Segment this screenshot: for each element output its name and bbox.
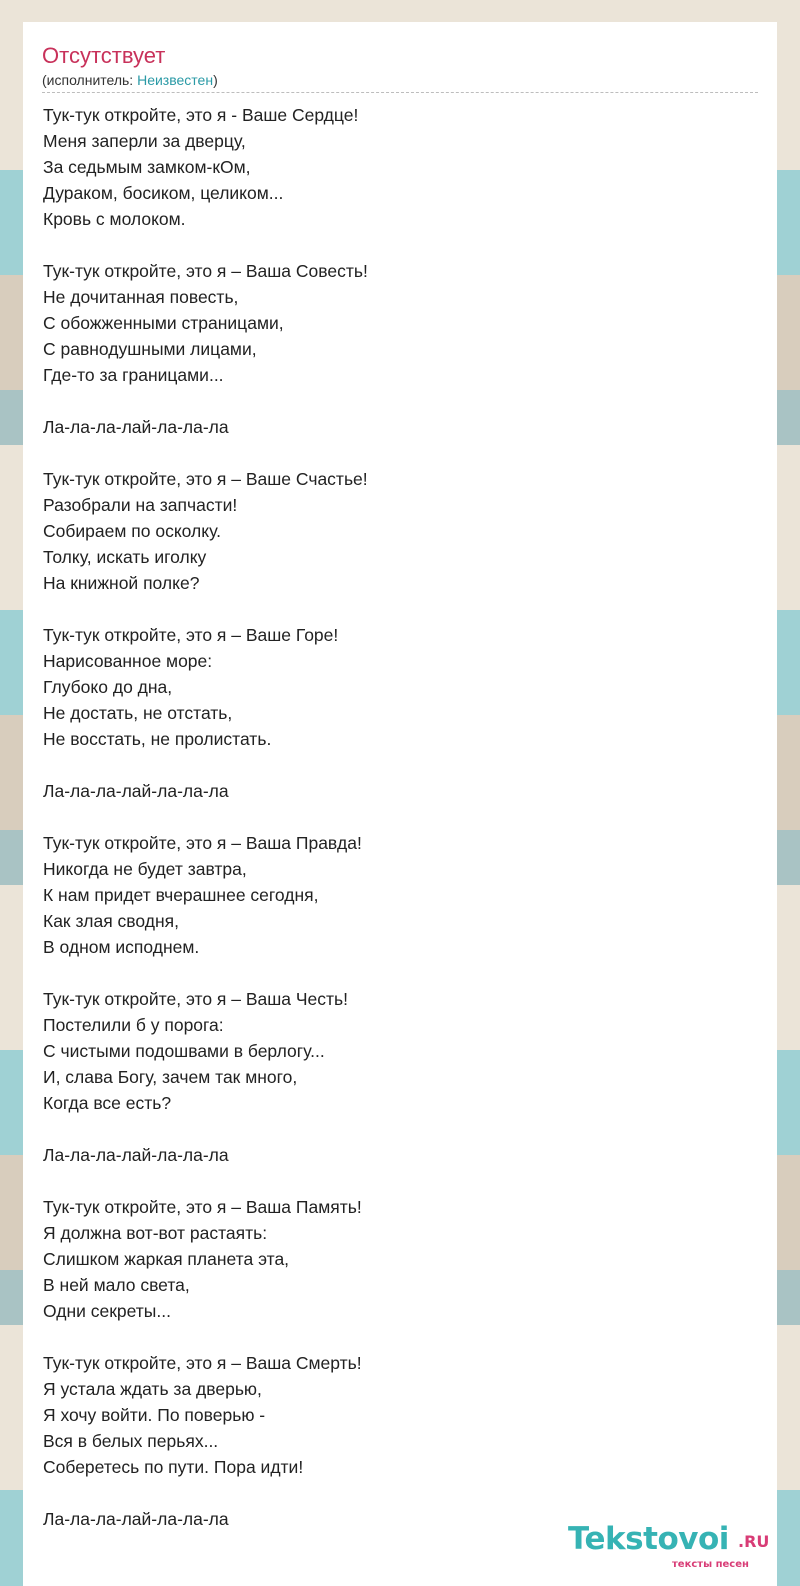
lyrics-stanza [43, 778, 743, 804]
artist-prefix: (исполнитель: [42, 72, 138, 88]
logo-subtitle: тексты песен [672, 1559, 749, 1570]
lyrics-stanza [43, 258, 743, 388]
lyrics-line: Тук-тук откройте, это я – Ваше Горе! [43, 625, 339, 645]
lyrics-line: Толку, искать иголку [43, 547, 207, 567]
lyrics-line: Я должна вот-вот растаять: [43, 1223, 268, 1243]
lyrics-line: Дураком, босиком, целиком... [43, 183, 284, 203]
lyrics-line: Тук-тук откройте, это я - Ваше Сердце! [43, 105, 359, 125]
lyrics-line: Никогда не будет завтра, [43, 859, 247, 879]
lyrics-line: Одни секреты... [43, 1301, 171, 1321]
song-title: Отсутствует [42, 43, 166, 68]
lyrics-line: С обожженными страницами, [43, 313, 284, 333]
lyrics-stanza [43, 414, 743, 440]
lyrics-line: Глубоко до дна, [43, 677, 173, 697]
lyrics-line: Ла-ла-ла-лай-ла-ла-ла [43, 417, 229, 437]
lyrics-line: Тук-тук откройте, это я – Ваша Совесть! [43, 261, 368, 281]
lyrics-line: Слишком жаркая планета эта, [43, 1249, 290, 1269]
lyrics-line: С равнодушными лицами, [43, 339, 257, 359]
lyrics-line: Не дочитанная повесть, [43, 287, 239, 307]
lyrics-stanza [43, 1194, 743, 1324]
lyrics-stanza [43, 986, 743, 1116]
lyrics-text [43, 102, 743, 1558]
lyrics-stanza [43, 1350, 743, 1480]
lyrics-stanza [43, 830, 743, 960]
site-logo[interactable] [568, 1521, 778, 1569]
logo-wordmark: Tekstovoi [568, 1521, 729, 1557]
lyrics-line: Я устала ждать за дверью, [43, 1379, 262, 1399]
lyrics-line: Как злая сводня, [43, 911, 179, 931]
lyrics-line: Тук-тук откройте, это я – Ваша Смерть! [43, 1353, 362, 1373]
lyrics-line: Разобрали на запчасти! [43, 495, 238, 515]
logo-domain: .RU [738, 1532, 770, 1551]
lyrics-stanza [43, 622, 743, 752]
lyrics-line: На книжной полке? [43, 573, 200, 593]
lyrics-line: За седьмым замком-кОм, [43, 157, 251, 177]
lyrics-line: В одном исподнем. [43, 937, 200, 957]
lyrics-line: Нарисованное море: [43, 651, 213, 671]
lyrics-line: К нам придет вчерашнее сегодня, [43, 885, 319, 905]
lyrics-line: Тук-тук откройте, это я – Ваше Счастье! [43, 469, 368, 489]
artist-link[interactable]: Неизвестен [137, 72, 214, 88]
divider [42, 92, 758, 93]
lyrics-line: Не восстать, не пролистать. [43, 729, 272, 749]
lyrics-line: Где-то за границами... [43, 365, 224, 385]
lyrics-line: Меня заперли за дверцу, [43, 131, 246, 151]
lyrics-line: Соберетесь по пути. Пора идти! [43, 1457, 304, 1477]
artist-line [42, 72, 218, 88]
lyrics-line: Собираем по осколку. [43, 521, 221, 541]
lyrics-line: С чистыми подошвами в берлогу... [43, 1041, 325, 1061]
lyrics-line: И, слава Богу, зачем так много, [43, 1067, 298, 1087]
lyrics-line: Ла-ла-ла-лай-ла-ла-ла [43, 1145, 229, 1165]
lyrics-line: Когда все есть? [43, 1093, 172, 1113]
lyrics-stanza [43, 466, 743, 596]
lyrics-line: Не достать, не отстать, [43, 703, 233, 723]
lyrics-line: В ней мало света, [43, 1275, 190, 1295]
lyrics-line: Тук-тук откройте, это я – Ваша Честь! [43, 989, 349, 1009]
lyrics-line: Тук-тук откройте, это я – Ваша Правда! [43, 833, 362, 853]
lyrics-line: Я хочу войти. По поверью - [43, 1405, 266, 1425]
lyrics-line: Ла-ла-ла-лай-ла-ла-ла [43, 781, 229, 801]
lyrics-line: Кровь с молоком. [43, 209, 186, 229]
lyrics-stanza [43, 102, 743, 232]
lyrics-stanza [43, 1142, 743, 1168]
lyrics-line: Тук-тук откройте, это я – Ваша Память! [43, 1197, 362, 1217]
lyrics-line: Ла-ла-ла-лай-ла-ла-ла [43, 1509, 229, 1529]
artist-suffix: ) [213, 72, 218, 88]
lyrics-line: Вся в белых перьях... [43, 1431, 219, 1451]
lyrics-line: Постелили б у порога: [43, 1015, 224, 1035]
